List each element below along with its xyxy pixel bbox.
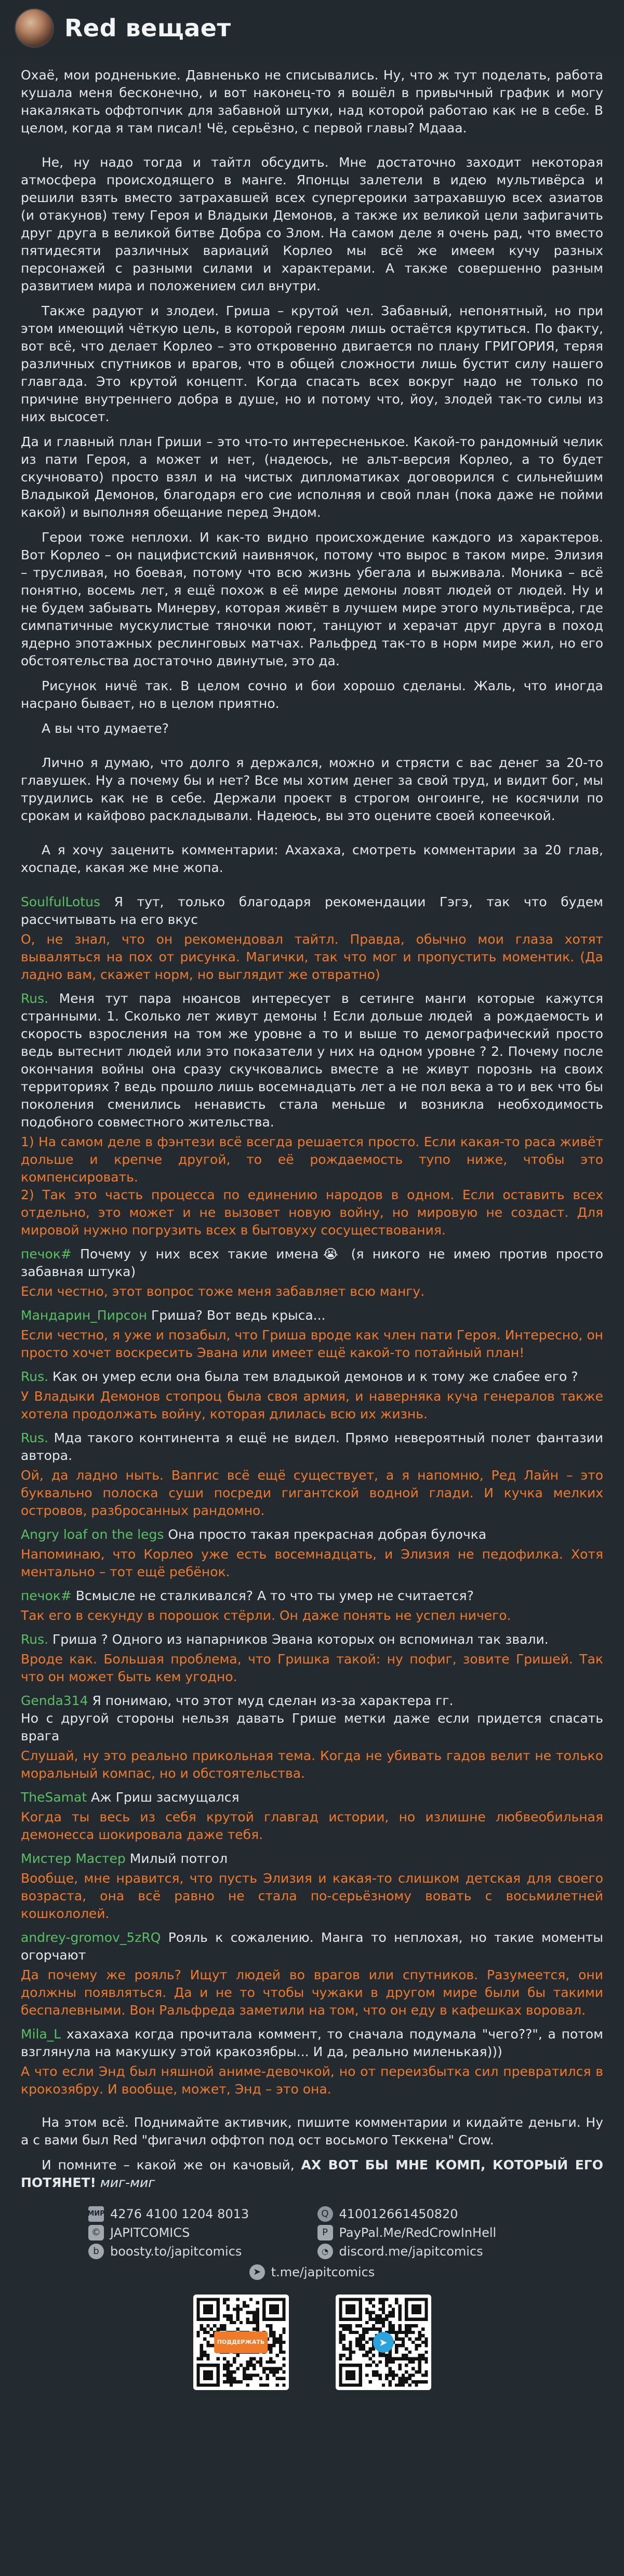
comment-quote xyxy=(21,1850,603,1868)
comment-text: Рояль к сожалению. Манга то неплохая, но такие моменты огорчают xyxy=(21,1930,607,1963)
author-reply: Если честно, этот вопрос тоже меня забавляет всю мангу. xyxy=(21,1284,425,1299)
post-paragraph: Да и главный план Гриши – это что-то интересненькое. Какой-то рандомный челик из пати Героя, а может и нет, (надеюсь, не альт-версия Корлео, а то будет скучновато) просто взял и на чистых дипломатиках договорился с сильнейшим Владыкой Демонов, благодаря его сие исполняя и свой план (пока даже не пойми какой) и выполняя обещание перед Эндом. xyxy=(21,434,607,520)
author-reply: У Владыки Демонов стопроц была своя армия, и наверняка куча генералов также хотела продолжать войну, которая длилась всю их жизнь. xyxy=(21,1389,607,1421)
telegram-icon: ➤ xyxy=(249,2264,265,2280)
paypal-icon: P xyxy=(317,2225,333,2240)
donation-link-label[interactable]: JAPITCOMICS xyxy=(110,2225,190,2240)
donation-link[interactable] xyxy=(317,2205,536,2223)
comment-text: Милый потгол xyxy=(125,1851,228,1866)
comment-quote xyxy=(21,1429,607,1465)
post-paragraph: А вы что думаете? xyxy=(42,721,169,736)
donation-link-label[interactable]: PayPal.Me/RedCrowInHell xyxy=(339,2225,497,2240)
comment-quote xyxy=(21,1587,603,1605)
outro-bold-text: АХ ВОТ БЫ МНЕ КОМП, КОТОРЫЙ ЕГО ПОТЯНЕТ! xyxy=(21,2157,608,2190)
comment-text: Как он умер если она была тем владыкой демонов и к тому же слабее его ? xyxy=(48,1369,578,1384)
qiwi-icon: Q xyxy=(317,2206,333,2222)
comment-author[interactable]: Genda314 xyxy=(21,1693,88,1708)
post-intro: Охаё, мои родненькие. Давненько не списывались. Ну, что ж тут поделать, работа кушала меня бесконечно, и вот наконец-то я вошёл в привычный график и могу накалякать оффтопчик для забавной штуки, над которой работаю как не в себе. В целом, когда я там писал! Чё, серьёзно, с первой главы? Мдааа. xyxy=(21,68,607,136)
donation-qr-code[interactable] xyxy=(193,2295,289,2390)
author-reply: 1) На самом деле в фэнтези всё всегда решается просто. Если какая-то раса живёт дольше и крепче другой, то её рождаемость тупо ниже, чтобы это компенсировать. 2) Так это часть процесса по единению народов в одном. Если оставить всех отдельно, это может и не вызовет новую войну, но мировую не создаст. Для мировой нужно погрузить всех в бытовуху сосуществования. xyxy=(21,1134,603,1238)
donation-footer xyxy=(21,2205,603,2390)
comment-quote xyxy=(21,2025,607,2061)
comment-author[interactable]: andrey-gromov_5zRQ xyxy=(21,1930,161,1945)
comment-item xyxy=(21,893,607,984)
author-reply: А что если Энд был няшной аниме-девочкой, но от переизбытка сил превратился в крокозябру. И вообще, может, Энд – это она. xyxy=(21,2064,607,2097)
post-paragraph: Герои тоже неплохи. И как-то видно происхождение каждого из характеров. Вот Корлео – он пацифистский наивнячок, потому что вырос в таком мире. Элизия – трусливая, но боевая, потому что всю жизнь убегала и выживала. Моника – всё понятно, восемь лет, я ещё похож в её мире демоны ловят людей от людей. Ну и не будем забывать Минерву, которая живёт в лучшем мире этого мультивёрса, где симпатичные мускулистые тяночки поют, танцуют и херачат друг друга в поход ядерно эпотажных реслинговых матчах. Ральфред так-то в норм мире жил, но его обстоятельства достаточно двинутые, это да. xyxy=(21,530,607,668)
post-paragraph: Рисунок ничё так. В целом сочно и бои хорошо сделаны. Жаль, что иногда насрано бывает, но в целом приятно. xyxy=(21,678,607,711)
outro-paragraph: На этом всё. Поднимайте активчик, пишите комментарии и кидайте деньги. Ну а с вами был Red "фигачил оффтоп под ост восьмого Теккена" Crow. xyxy=(21,2115,607,2148)
donation-link[interactable] xyxy=(88,2205,307,2223)
author-reply: Напоминаю, что Корлео уже есть восемнадцать, и Элизия не педофилка. Хотя ментально – тот ещё ребёнок. xyxy=(21,1547,607,1579)
telegram-link[interactable] xyxy=(21,2263,603,2281)
channel-avatar[interactable] xyxy=(15,8,54,48)
comment-text: Всмысле не сталкивался? А то что ты умер не считается? xyxy=(71,1588,474,1603)
comments-list xyxy=(21,893,607,2098)
comment-text: Я тут, только благодаря рекомендации Гэгэ, так что будем рассчитывать на его вкус xyxy=(21,894,607,927)
comment-author[interactable]: Rus. xyxy=(21,1430,49,1445)
boosty-icon: b xyxy=(88,2244,104,2259)
comment-item xyxy=(21,1368,607,1423)
donation-link[interactable] xyxy=(317,2243,536,2260)
author-reply: О, не знал, что он рекомендовал тайтл. Правда, обычно мои глаза хотят вываляться на пох от рисунка. Магички, так что мог и пропустить моментик. (Да ладно вам, скажет норм, но выглядит же отвратно) xyxy=(21,932,607,982)
donation-link-label[interactable]: 410012661450820 xyxy=(339,2207,458,2221)
comment-item xyxy=(21,1587,603,1625)
post-paragraph: Не, ну надо тогда и тайтл обсудить. Мне достаточно заходит некоторая атмосфера происходящего в манге. Японцы залетели в идею мультивёрса и решили взять вместо затрахавшей всех супергероики затрахавшую всех азиатов (и отакунов) тему Героя и Владыки Демонов, а также их великой цели зафигачить друг друга в великой битве Добра со Злом. На самом деле я очень рад, что вместо пятидесяти различных вариаций Корлео мы всё же имеем кучу разных персонажей с разными силами и характерами. А также совершенно разным развитием мира и положением сил внутри. xyxy=(21,155,607,293)
post-paragraph: Также радуют и злодеи. Гриша – крутой чел. Забавный, непонятный, но при этом имеющий чёткую цель, в которой героям лишь остаётся крутиться. По факту, вот всё, что делает Корлео – это откровенно двигается по плану ГРИГОРИЯ, теряя различных спутников и врагов, что в общей сложности лишь бустит силу нашего главгада. Это крутой концепт. Когда спасать всех вокруг надо не только по причине внутреннего добра в душе, но и потому что, йоу, злодей так-то силы из них высосет. xyxy=(21,303,607,424)
telegram-qr-code[interactable] xyxy=(336,2295,431,2390)
comment-text: Мда такого континента я ещё не видел. Прямо невероятный полет фантазии автора. xyxy=(21,1430,607,1463)
donation-link[interactable] xyxy=(88,2224,307,2242)
comment-author[interactable]: Мандарин_Пирсон xyxy=(21,1308,148,1323)
comment-item xyxy=(21,1245,607,1300)
donation-link-label[interactable]: boosty.to/japitcomics xyxy=(110,2244,242,2259)
comment-quote xyxy=(21,893,607,929)
outro-tail-text: миг-миг xyxy=(96,2175,155,2190)
donation-link-label[interactable]: discord.me/japitcomics xyxy=(339,2244,483,2259)
donation-links xyxy=(21,2205,603,2260)
comment-quote xyxy=(21,1245,607,1281)
channel-title[interactable]: Red вещает xyxy=(64,14,231,42)
comment-item xyxy=(21,1631,607,1686)
comment-item xyxy=(21,1850,607,1923)
comment-text: Она просто такая прекрасная добрая булочка xyxy=(164,1527,487,1542)
support-badge: ПОДДЕРЖАТЬ xyxy=(214,2331,268,2353)
comment-text: Гриша? Вот ведь крыса... xyxy=(147,1308,326,1323)
donation-link[interactable] xyxy=(88,2243,307,2260)
donation-link[interactable] xyxy=(317,2224,536,2242)
comment-item xyxy=(21,1929,607,2019)
comment-quote xyxy=(21,1368,603,1386)
comment-author[interactable]: Rus. xyxy=(21,991,49,1006)
comment-text: Меня тут пара нюансов интересует в сетинге манги которые кажутся странными. 1. Сколько лет живут демоны ! Если дольше людей а рождаемость и скорость взросления на том же уровне а то и выше то демографический просто ведь вытеснит людей или это показатели у них на одном уровне ? 2. Почему после окончания войны она сразу скучковались вместе а не живут порознь на своих территориях ? ведь прошло лишь восемнадцать лет а не пол века а то и век что бы поколения сменились ненависть стала меньше и возникла необходимость подобного совместного жительства. xyxy=(21,991,607,1130)
comment-text: Я понимаю, что этот муд сделан из-за характера гг. Но с другой стороны нельзя давать Грише метки даже если придется спасать врага xyxy=(21,1693,603,1743)
author-reply: Слушай, ну это реально прикольная тема. Когда не убивать гадов велит не только моральный компас, но и обстоятельства. xyxy=(21,1748,607,1781)
comment-author[interactable]: TheSamat xyxy=(21,1790,87,1805)
comment-item xyxy=(21,1526,607,1581)
comment-item xyxy=(21,2025,607,2098)
author-reply: Вообще, мне нравится, что пусть Элизия и какая-то слишком детская для своего возраста, она всё равно не стала по-серьёзному вовать с восьмилетней кошкололей. xyxy=(21,1871,607,1921)
boosty-b-icon: © xyxy=(88,2225,104,2240)
comment-author[interactable]: печок# xyxy=(21,1246,72,1262)
comment-author[interactable]: Мистер Мастер xyxy=(21,1851,126,1866)
comment-item xyxy=(21,1692,607,1782)
comment-quote xyxy=(21,1526,603,1544)
mir-card-icon: МИР xyxy=(88,2206,104,2222)
comment-quote xyxy=(21,1789,603,1806)
comment-author[interactable]: Mila_L xyxy=(21,2027,61,2042)
telegram-icon: ➤ xyxy=(373,2332,394,2353)
author-reply: Так его в секунду в порошок стёрли. Он даже понять не успел ничего. xyxy=(21,1608,511,1623)
outro-paragraph xyxy=(21,2156,608,2192)
post-body xyxy=(0,56,624,2192)
comment-text: Аж Гриш засмущался xyxy=(87,1790,240,1805)
comment-author[interactable]: Angry loaf on the legs xyxy=(21,1527,164,1542)
author-reply: Ой, да ладно ныть. Вапгис всё ещё существует, а я напомню, Ред Лайн – это буквально полоска суши посреди гигантской водной глади. И кучка мелких островов, разбросанных рандомно. xyxy=(21,1468,607,1518)
comment-author[interactable]: печок# xyxy=(21,1588,72,1603)
discord-icon: ◔ xyxy=(317,2244,333,2259)
outro-text: И помните – какой же он качовый, xyxy=(42,2157,301,2172)
comment-quote xyxy=(21,990,607,1131)
comment-item xyxy=(21,1789,607,1844)
comment-item xyxy=(21,1429,607,1520)
comment-text: Гриша ? Одного из напарников Эвана которых он вспоминал так звали. xyxy=(48,1632,549,1647)
comment-author[interactable]: SoulfulLotus xyxy=(21,894,101,909)
comment-quote xyxy=(21,1692,603,1745)
comment-quote xyxy=(21,1929,607,1964)
comment-quote xyxy=(21,1631,603,1648)
comment-text: Почему у них всех такие имена😭 (я никого не имею против просто забавная штука) xyxy=(21,1246,607,1279)
post-header xyxy=(0,0,624,56)
author-reply: Если честно, я уже и позабыл, что Гриша вроде как член пати Героя. Интересно, он просто хочет воскресить Эвана или имеет ещё какой-то потайный план! xyxy=(21,1327,607,1360)
post-paragraph: А я хочу заценить комментарии: Ахахаха, смотреть комментарии за 20 глав, хоспаде, какая же мне жопа. xyxy=(21,842,607,875)
author-reply: Да почему же рояль? Ищут людей во врагов или спутников. Разумеется, они должны появляться. Да и не то чтобы чужаки в другом мире были бы такими беспалевными. Вон Ральфреда заметили на том, что он еду в кафешках воровал. xyxy=(21,1967,607,2018)
qr-codes xyxy=(21,2295,603,2390)
author-reply: Когда ты весь из себя крутой главгад истории, но излишне любвеобильная демонесса шокировала даже тебя. xyxy=(21,1809,607,1842)
comment-text: хахахаха когда прочитала коммент, то сначала подумала "чего??", а потом взглянула на макушку этой кракозябры... И да, реально миленькая))) xyxy=(21,2027,607,2059)
post-paragraph: Лично я думаю, что долго я держался, можно и стрясти с вас денег за 20-то главушек. Ну а почему бы и нет? Все мы хотим денег за свой труд, и видит бог, мы трудились как не в себе. Держали проект в строгом онгоинге, не косячили по срокам и кайфово раскладывали. Надеюсь, вы это оцените своей копеечкой. xyxy=(21,755,607,823)
telegram-link-label[interactable]: t.me/japitcomics xyxy=(271,2265,375,2279)
author-reply: Вроде как. Большая проблема, что Гришка такой: ну пофиг, зовите Гришей. Так что он может быть кем угодно. xyxy=(21,1652,607,1684)
comment-item xyxy=(21,1307,607,1362)
comment-quote xyxy=(21,1307,603,1324)
comment-item xyxy=(21,990,607,1239)
comment-author[interactable]: Rus. xyxy=(21,1369,49,1384)
donation-link-label[interactable]: 4276 4100 1204 8013 xyxy=(110,2207,249,2221)
comment-author[interactable]: Rus. xyxy=(21,1632,49,1647)
